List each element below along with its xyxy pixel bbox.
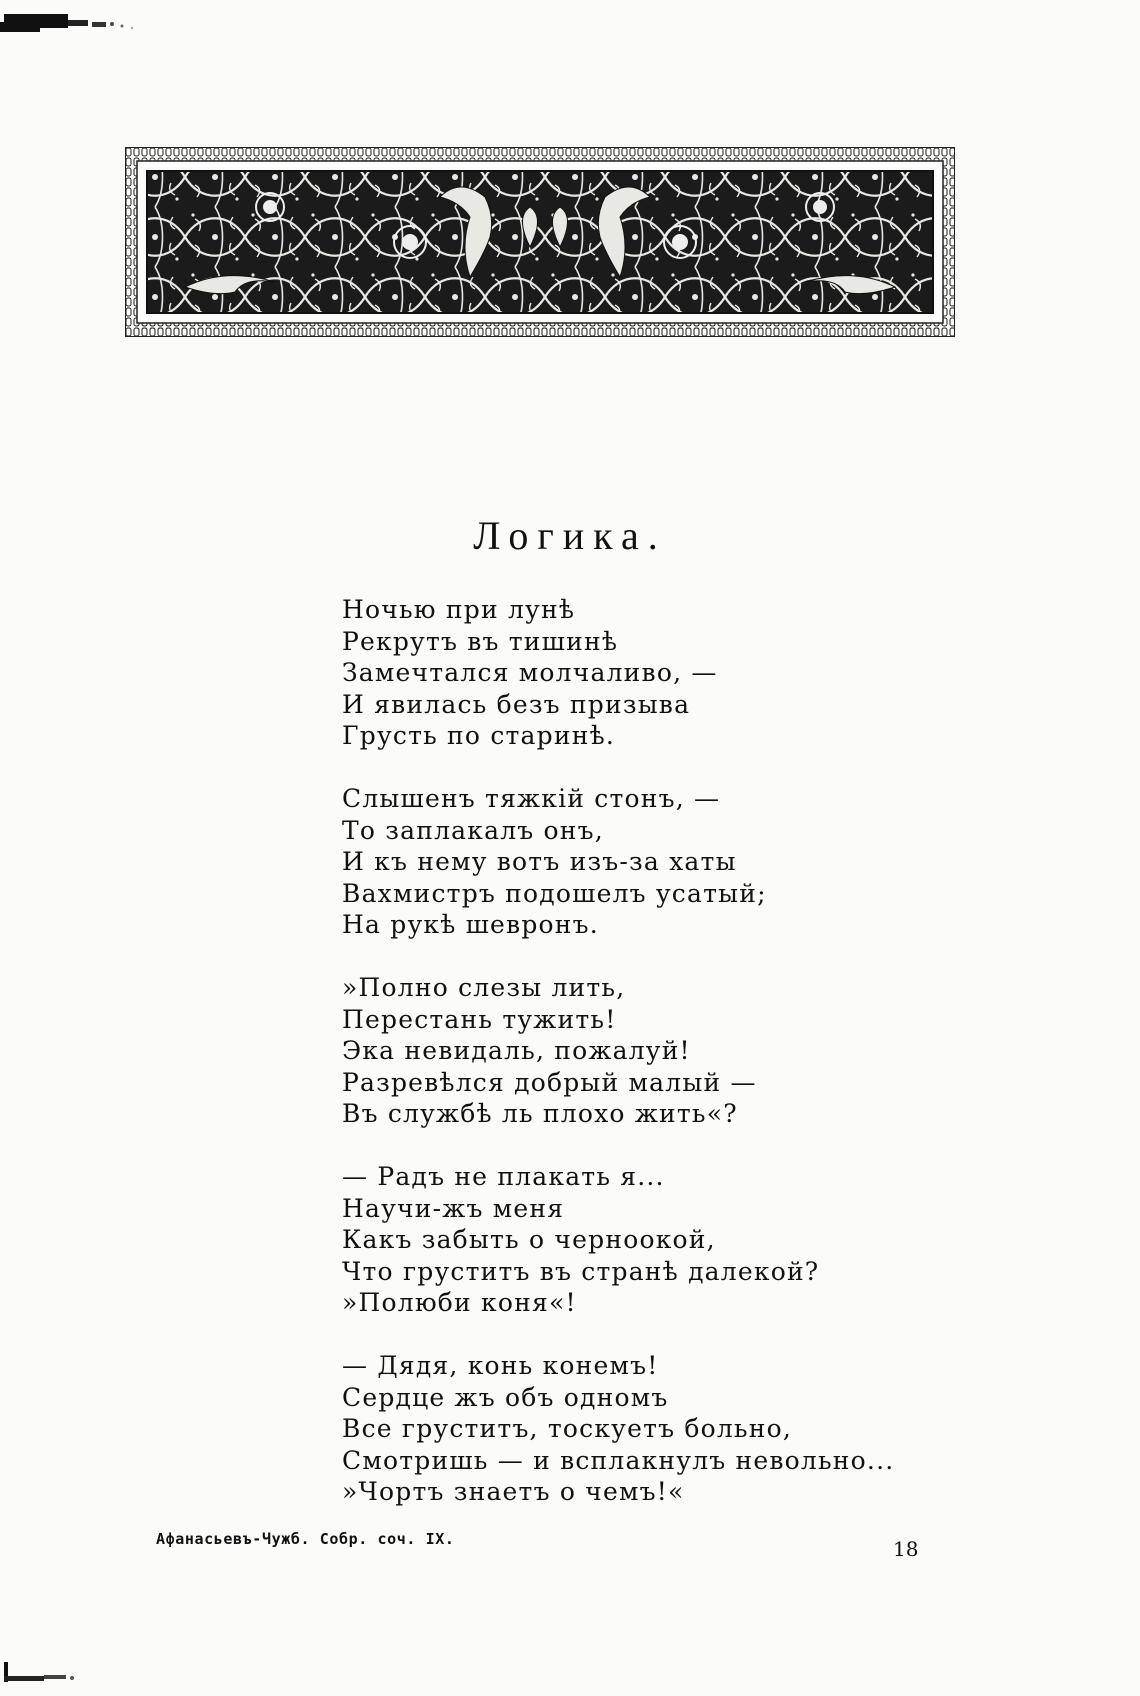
poem-line: — Дядя, конь конемъ!: [342, 1351, 659, 1380]
stanza: [342, 1350, 982, 1508]
poem-line: Замечтался молчаливо, —: [342, 658, 718, 687]
poem-line: Научи-жъ меня: [342, 1193, 565, 1223]
page-number: 18: [893, 1537, 919, 1561]
stanza: [342, 594, 982, 752]
poem-line: Грусть по старинѣ.: [342, 721, 616, 750]
poem-line: Въ службѣ ль плохо жить«?: [342, 1099, 738, 1128]
poem-line: И къ нему вотъ изъ-за хаты: [342, 847, 737, 876]
poem-line: Сердце жъ объ одномъ: [342, 1382, 669, 1412]
poem-line: Все груститъ, тоскуетъ больно,: [342, 1414, 793, 1443]
stanza: [342, 783, 982, 941]
poem-line: Смотришь — и всплакнулъ невольно...: [342, 1445, 895, 1475]
poem-line: Рекрутъ въ тишинѣ: [342, 626, 619, 656]
poem-line: Ночью при лунѣ: [342, 595, 576, 624]
poem-title: Логика.: [473, 513, 667, 558]
poem-line: На рукѣ шевронъ.: [342, 910, 599, 939]
scan-smudge-icon: [0, 1660, 80, 1686]
footer-signature: Афанасьевъ-Чужб. Собр. соч. IX.: [156, 1530, 455, 1548]
poem-line: Какъ забыть о черноокой,: [342, 1225, 716, 1254]
stanza: [342, 1161, 982, 1319]
poem-line: »Чортъ знаетъ о чемъ!«: [342, 1477, 685, 1506]
poem-line: Что груститъ въ странѣ далекой?: [342, 1256, 820, 1286]
poem-body: [342, 594, 982, 1539]
poem-line: Перестань тужить!: [342, 1004, 617, 1034]
poem-line: То заплакалъ онъ,: [342, 815, 604, 845]
stanza: [342, 972, 982, 1130]
poem-line: Вахмистръ подошелъ усатый;: [342, 878, 767, 908]
poem-line: И явилась безъ призыва: [342, 689, 691, 719]
poem-line: Разревѣлся добрый малый —: [342, 1067, 757, 1097]
poem-line: Слышенъ тяжкій стонъ, —: [342, 784, 721, 813]
poem-line: — Радъ не плакать я...: [342, 1162, 665, 1191]
ornamental-banner-icon: [125, 147, 955, 337]
poem-line: »Полно слезы лить,: [342, 973, 626, 1002]
scan-smudge-icon: [0, 12, 140, 38]
poem-line: »Полюби коня«!: [342, 1288, 577, 1317]
poem-line: Эка невидаль, пожалуй!: [342, 1036, 691, 1065]
